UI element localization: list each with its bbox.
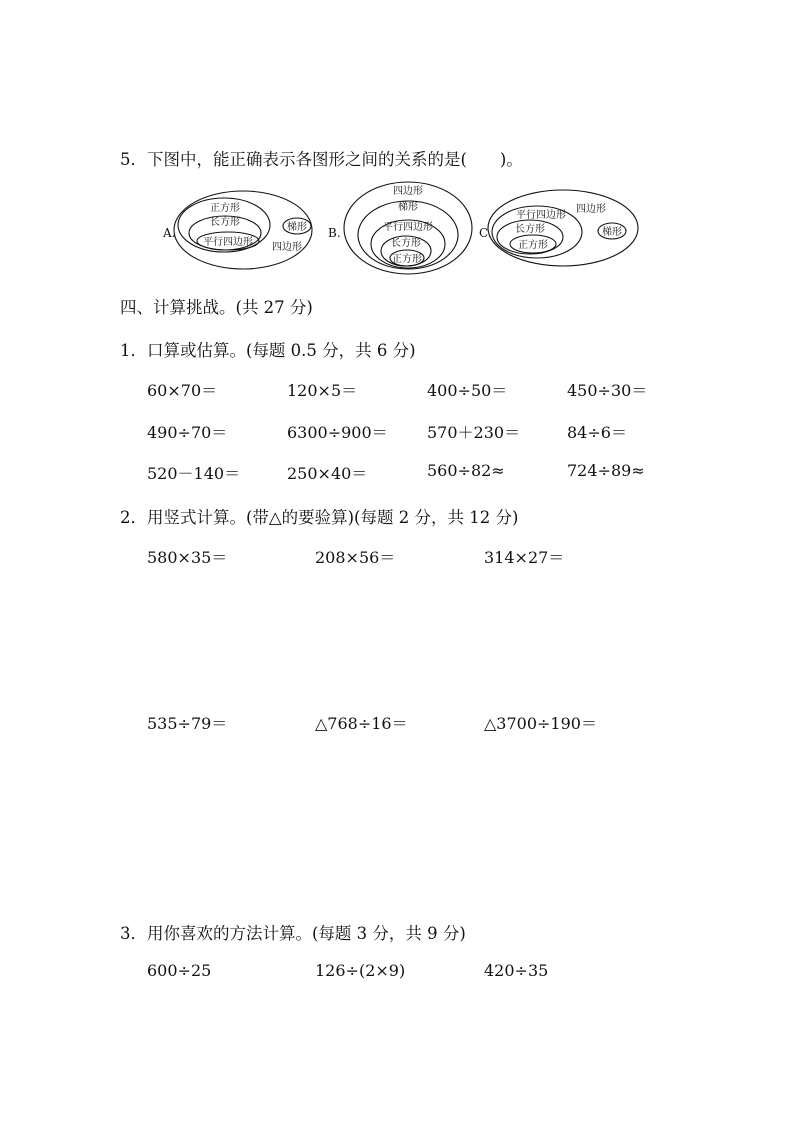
vertical-calc-1: 580×35＝ xyxy=(147,548,228,567)
venn-a-trapezoid-label: 梯形 xyxy=(287,222,307,233)
oral-calc-11: 560÷82≈ xyxy=(427,461,505,480)
free-calc-1: 600÷25 xyxy=(147,961,212,980)
oral-calc-2: 120×5＝ xyxy=(287,381,358,400)
oral-calc-10: 250×40＝ xyxy=(287,464,368,483)
oral-calc-5: 490÷70＝ xyxy=(147,423,228,442)
oral-calc-4: 450÷30＝ xyxy=(567,381,648,400)
oral-calc-9: 520－140＝ xyxy=(147,464,241,483)
oral-calc-6: 6300÷900＝ xyxy=(287,423,388,442)
venn-c-quadrilateral-label: 四边形 xyxy=(576,204,606,215)
free-calc-3: 420÷35 xyxy=(484,961,549,980)
venn-c-parallelogram-label: 平行四边形 xyxy=(516,210,566,221)
question-3-title: 3．用你喜欢的方法计算。(每题 3 分，共 9 分) xyxy=(120,924,466,943)
venn-c-rectangle-label: 长方形 xyxy=(515,224,545,235)
oral-calc-12: 724÷89≈ xyxy=(567,461,645,480)
venn-diagrams xyxy=(155,180,645,280)
vertical-calc-5: △768÷16＝ xyxy=(315,714,408,733)
option-a-label: A. xyxy=(163,226,176,240)
question-2-title: 2．用竖式计算。(带△的要验算)(每题 2 分，共 12 分) xyxy=(120,508,519,527)
question-1-title: 1．口算或估算。(每题 0.5 分，共 6 分) xyxy=(120,341,416,360)
venn-b-trapezoid-label: 梯形 xyxy=(398,202,418,213)
free-calc-2: 126÷(2×9) xyxy=(315,961,406,980)
venn-c-square-label: 正方形 xyxy=(518,240,548,251)
venn-b-rectangle-label: 长方形 xyxy=(391,238,421,249)
oral-calc-1: 60×70＝ xyxy=(147,381,218,400)
venn-b-parallelogram-label: 平行四边形 xyxy=(383,222,433,233)
section-4-title: 四、计算挑战。(共 27 分) xyxy=(120,298,313,317)
venn-a-parallelogram-label: 平行四边形 xyxy=(203,237,253,248)
venn-a-rectangle-label: 长方形 xyxy=(210,217,240,228)
oral-calc-7: 570＋230＝ xyxy=(427,423,521,442)
option-c-label: C. xyxy=(479,226,492,240)
venn-a-square-label: 正方形 xyxy=(210,203,240,214)
venn-b-square-label: 正方形 xyxy=(392,254,422,265)
oral-calc-3: 400÷50＝ xyxy=(427,381,508,400)
vertical-calc-2: 208×56＝ xyxy=(315,548,396,567)
venn-a-quadrilateral-label: 四边形 xyxy=(272,242,302,253)
vertical-calc-4: 535÷79＝ xyxy=(147,714,228,733)
venn-c-trapezoid-label: 梯形 xyxy=(602,227,622,238)
question-5-text: 5．下图中，能正确表示各图形之间的关系的是( )。 xyxy=(120,150,523,169)
vertical-calc-3: 314×27＝ xyxy=(484,548,565,567)
option-b-label: B. xyxy=(328,226,341,240)
vertical-calc-6: △3700÷190＝ xyxy=(484,714,597,733)
venn-b-quadrilateral-label: 四边形 xyxy=(393,186,423,197)
oral-calc-8: 84÷6＝ xyxy=(567,423,627,442)
